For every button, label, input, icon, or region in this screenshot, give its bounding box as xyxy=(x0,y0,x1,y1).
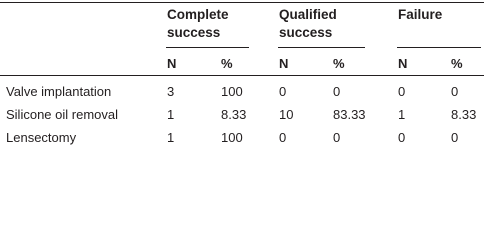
cell-silicone-failure-pct: 8.33 xyxy=(451,107,477,122)
cell-silicone-qualified-pct: 83.33 xyxy=(333,107,366,122)
subheader-complete-pct: % xyxy=(221,56,233,71)
cell-valve-qualified-pct: 0 xyxy=(333,84,341,99)
header-bottom-rule xyxy=(0,75,484,76)
group-header-complete-line1: Complete xyxy=(167,7,229,22)
group-rule-complete xyxy=(166,47,249,48)
subheader-qualified-n: N xyxy=(279,56,289,71)
cell-lensectomy-failure-pct: 0 xyxy=(451,130,459,145)
cell-valve-qualified-n: 0 xyxy=(279,84,287,99)
subheader-qualified-pct: % xyxy=(333,56,345,71)
cell-silicone-qualified-n: 10 xyxy=(279,107,294,122)
cell-lensectomy-qualified-n: 0 xyxy=(279,130,287,145)
subheader-failure-n: N xyxy=(398,56,408,71)
group-header-complete-line2: success xyxy=(167,25,221,40)
cell-silicone-complete-n: 1 xyxy=(167,107,175,122)
row-label-silicone-oil-removal: Silicone oil removal xyxy=(6,107,118,122)
cell-valve-failure-n: 0 xyxy=(398,84,406,99)
group-rule-qualified xyxy=(278,47,365,48)
cell-lensectomy-complete-pct: 100 xyxy=(221,130,243,145)
cell-lensectomy-failure-n: 0 xyxy=(398,130,406,145)
cell-silicone-failure-n: 1 xyxy=(398,107,406,122)
subheader-complete-n: N xyxy=(167,56,177,71)
group-header-failure-line1: Failure xyxy=(398,7,443,22)
row-label-lensectomy: Lensectomy xyxy=(6,130,77,145)
cell-silicone-complete-pct: 8.33 xyxy=(221,107,247,122)
cell-lensectomy-qualified-pct: 0 xyxy=(333,130,341,145)
table-top-rule xyxy=(0,2,484,3)
group-header-qualified-line2: success xyxy=(279,25,333,40)
row-label-valve-implantation: Valve implantation xyxy=(6,84,112,99)
cell-valve-complete-pct: 100 xyxy=(221,84,243,99)
group-header-failure xyxy=(398,6,442,24)
group-header-qualified xyxy=(279,6,337,42)
subheader-failure-pct: % xyxy=(451,56,463,71)
cell-valve-failure-pct: 0 xyxy=(451,84,459,99)
group-header-complete xyxy=(167,6,229,42)
group-header-qualified-line1: Qualified xyxy=(279,7,337,22)
cell-valve-complete-n: 3 xyxy=(167,84,175,99)
group-rule-failure xyxy=(397,47,481,48)
cell-lensectomy-complete-n: 1 xyxy=(167,130,175,145)
